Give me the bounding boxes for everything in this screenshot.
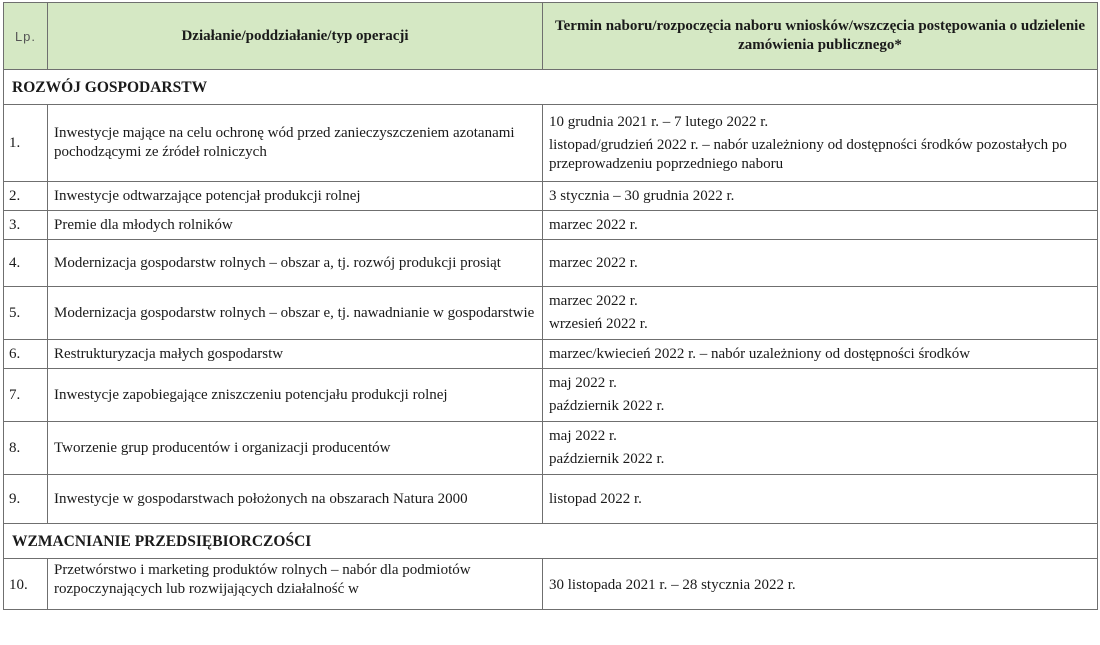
row-number: 4. (4, 240, 48, 287)
row-action: Inwestycje odtwarzające potencjał produkcji rolnej (48, 182, 543, 211)
row-number: 7. (4, 369, 48, 422)
row-action: Modernizacja gospodarstw rolnych – obszar a, tj. rozwój produkcji prosiąt (48, 240, 543, 287)
row-number: 5. (4, 287, 48, 340)
row-term (543, 287, 1098, 340)
table-row (4, 422, 1098, 475)
section-row (4, 70, 1098, 105)
row-number: 8. (4, 422, 48, 475)
table-row (4, 475, 1098, 524)
row-number: 3. (4, 211, 48, 240)
section-title: WZMACNIANIE PRZEDSIĘBIORCZOŚCI (4, 524, 1098, 559)
row-action: Tworzenie grup producentów i organizacji producentów (48, 422, 543, 475)
table-row (4, 211, 1098, 240)
row-term (543, 340, 1098, 369)
term-line: 10 grudnia 2021 r. – 7 lutego 2022 r. (549, 113, 769, 130)
row-term (543, 369, 1098, 422)
term-line: maj 2022 r. (549, 428, 617, 444)
row-action: Inwestycje w gospodarstwach położonych na obszarach Natura 2000 (48, 475, 543, 524)
term-line: listopad/grudzień 2022 r. – nabór uzależniony od dostępności środków pozostałych po przeprowadzeniu poprzedniego naboru (549, 136, 1067, 172)
row-number: 6. (4, 340, 48, 369)
table-row (4, 287, 1098, 340)
term-line: październik 2022 r. (549, 398, 665, 414)
section-row (4, 524, 1098, 559)
table-row (4, 105, 1098, 182)
section-title: ROZWÓJ GOSPODARSTW (4, 70, 1098, 105)
table-row (4, 559, 1098, 610)
row-action: Przetwórstwo i marketing produktów rolnych – nabór dla podmiotów rozpoczynających lub rozwijających działalność w (48, 559, 543, 610)
term-line: maj 2022 r. (549, 375, 617, 391)
row-action: Inwestycje zapobiegające zniszczeniu potencjału produkcji rolnej (48, 369, 543, 422)
table-header-row (4, 3, 1098, 70)
row-term (543, 182, 1098, 211)
row-number: 1. (4, 105, 48, 182)
header-action: Działanie/poddziałanie/typ operacji (48, 3, 543, 70)
term-line: październik 2022 r. (549, 451, 665, 467)
table-row (4, 340, 1098, 369)
schedule-table (3, 2, 1098, 610)
row-term (543, 475, 1098, 524)
header-lp: Lp. (4, 3, 48, 70)
row-action: Premie dla młodych rolników (48, 211, 543, 240)
row-action: Restrukturyzacja małych gospodarstw (48, 340, 543, 369)
header-term: Termin naboru/rozpoczęcia naboru wniosków/wszczęcia postępowania o udzielenie zamówienia publicznego* (543, 3, 1098, 70)
row-term (543, 240, 1098, 287)
row-number: 2. (4, 182, 48, 211)
term-line: marzec 2022 r. (549, 254, 638, 271)
table-row (4, 182, 1098, 211)
term-line: marzec 2022 r. (549, 293, 638, 309)
schedule-table-wrapper (3, 2, 1097, 610)
row-number: 10. (4, 559, 48, 610)
row-term (543, 422, 1098, 475)
term-line: 3 stycznia – 30 grudnia 2022 r. (549, 187, 735, 204)
term-line: 30 listopada 2021 r. – 28 stycznia 2022 r. (549, 576, 796, 593)
term-line: listopad 2022 r. (549, 490, 642, 507)
row-term (543, 105, 1098, 182)
term-line: wrzesień 2022 r. (549, 316, 648, 332)
table-row (4, 240, 1098, 287)
row-term (543, 211, 1098, 240)
term-line: marzec 2022 r. (549, 216, 638, 233)
row-action: Inwestycje mające na celu ochronę wód przed zanieczyszczeniem azotanami pochodzącymi ze źródeł rolniczych (48, 105, 543, 182)
table-row (4, 369, 1098, 422)
row-action: Modernizacja gospodarstw rolnych – obszar e, tj. nawadnianie w gospodarstwie (48, 287, 543, 340)
term-line: marzec/kwiecień 2022 r. – nabór uzależniony od dostępności środków (549, 345, 971, 362)
row-term (543, 559, 1098, 610)
row-number: 9. (4, 475, 48, 524)
